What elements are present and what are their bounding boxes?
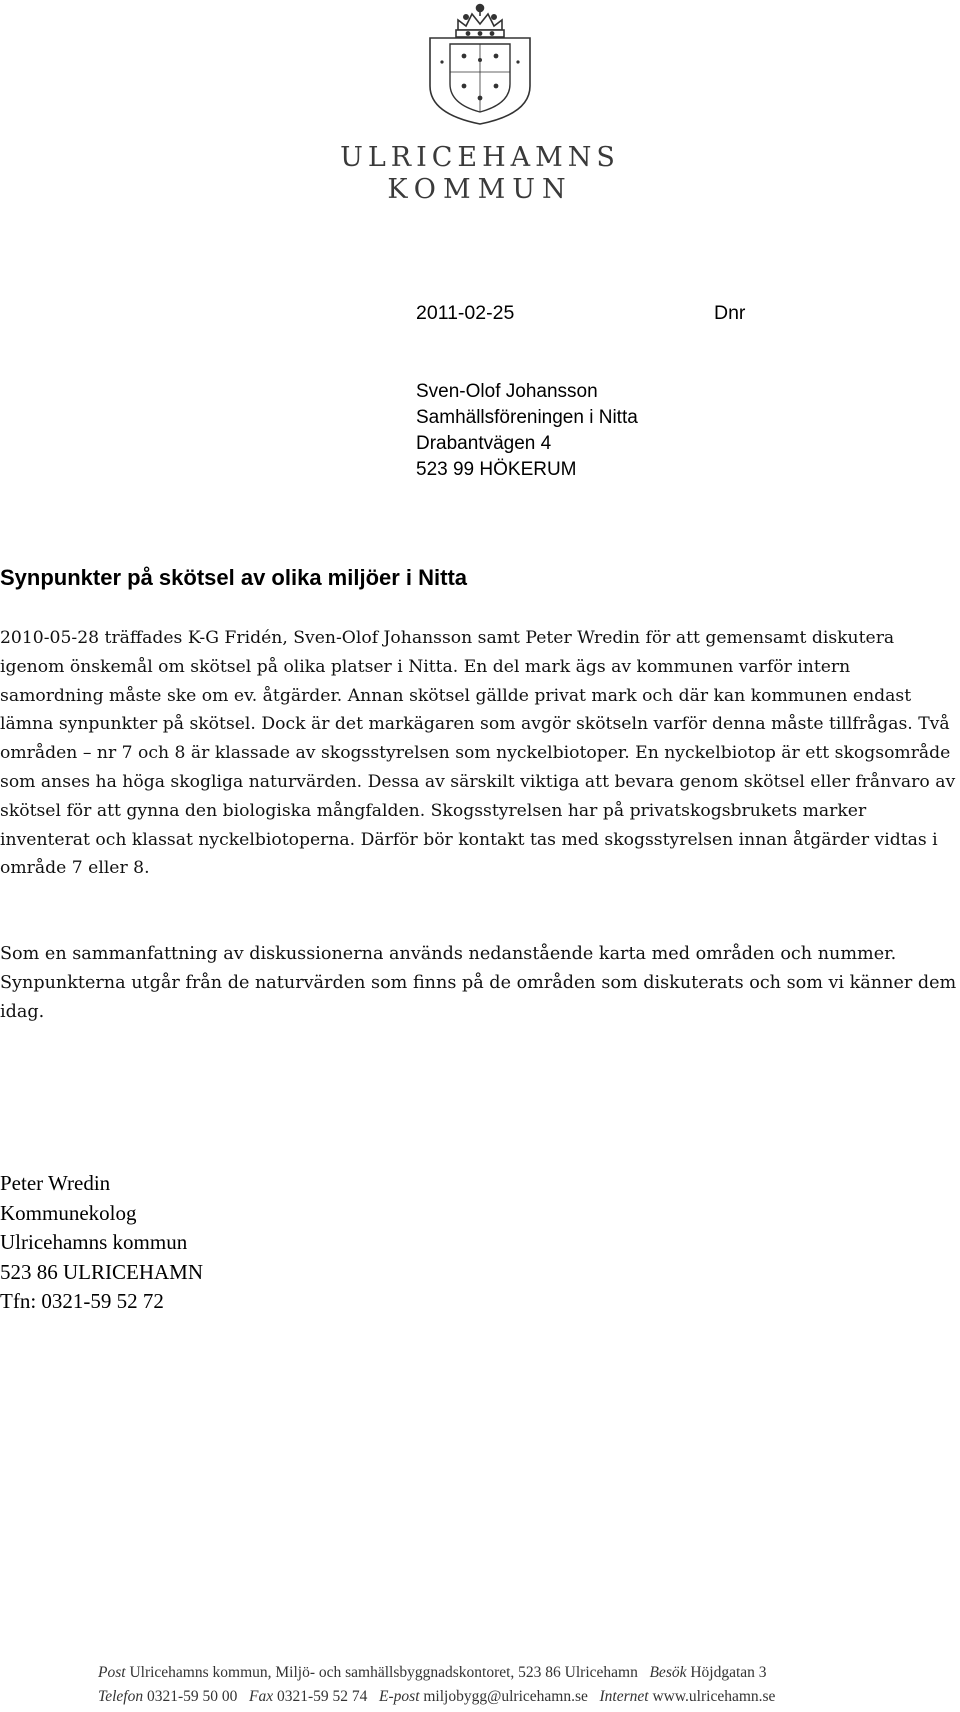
coat-of-arms-logo — [422, 0, 538, 126]
footer-web-value[interactable]: www.ulricehamn.se — [652, 1688, 776, 1705]
footer-line-1 — [98, 1664, 918, 1682]
recipient-name: Sven-Olof Johansson — [416, 381, 598, 402]
signature-phone: Tfn: 0321-59 52 72 — [0, 1289, 164, 1313]
recipient-organization: Samhällsföreningen i Nitta — [416, 407, 638, 428]
recipient-postal: 523 99 HÖKERUM — [416, 459, 577, 480]
footer-post-label: Post — [98, 1664, 126, 1681]
footer-visit-label: Besök — [649, 1664, 687, 1681]
body-paragraph-2: Som en sammanfattning av diskussionerna används nedanstående karta med områden och nummer. Synpunkterna utgår från de naturvärden som finns på de områden som diskuterats och som vi känner dem idag. — [0, 944, 957, 1022]
body-paragraph-1: 2010-05-28 träffades K-G Fridén, Sven-Olof Johansson samt Peter Wredin för att gemensamt diskutera igenom önskemål om skötsel på olika platser i Nitta. En del mark ägs av kommunen varför intern samordning måste ske om ev. åtgärder. Annan skötsel gällde privat mark och där kan kommunen endast lämna synpunkter på skötsel. Dock är det markägaren som avgör skötseln varför denna måste tillfrågas. Två områden – nr 7 och 8 är klassade av skogsstyrelsen som nyckelbiotoper. En nyckelbiotop är ett skogsområde som anses ha höga skogliga naturvärden. Dessa av särskilt viktiga att bevara genom skötsel eller frånvaro av skötsel för att gynna den biologiska mångfalden. Skogsstyrelsen har på privatskogsbrukets marker inventerat och klassat nyckelbiotoperna. Därför bör kontakt tas med skogsstyrelsen innan åtgärder vidtas i område 7 eller 8. — [0, 628, 956, 879]
letter-date: 2011-02-25 — [416, 302, 515, 324]
signature-block — [0, 1169, 203, 1317]
footer-fax-label: Fax — [249, 1688, 274, 1705]
footer-fax-value: 0321-59 52 74 — [276, 1688, 368, 1705]
document-title: Synpunkter på skötsel av olika miljöer i Nitta — [0, 565, 468, 590]
signature-org: Ulricehamns kommun — [0, 1230, 188, 1254]
footer-post-value: Ulricehamns kommun, Miljö- och samhällsbyggnadskontoret, 523 86 Ulricehamn — [129, 1664, 638, 1681]
recipient-address — [416, 379, 638, 483]
footer-visit-value: Höjdgatan 3 — [690, 1664, 767, 1681]
dnr-label: Dnr — [714, 302, 746, 324]
signature-name: Peter Wredin — [0, 1171, 111, 1195]
footer-phone-label: Telefon — [98, 1688, 144, 1705]
signature-postal: 523 86 ULRICEHAMN — [0, 1259, 203, 1284]
footer-email-label: E-post — [379, 1688, 420, 1705]
footer-email-value[interactable]: miljobygg@ulricehamn.se — [423, 1688, 588, 1705]
recipient-street: Drabantvägen 4 — [416, 433, 552, 454]
signature-role: Kommunekolog — [0, 1200, 137, 1225]
org-name-line2: KOMMUN — [387, 174, 573, 205]
footer-phone-value: 0321-59 50 00 — [146, 1688, 238, 1705]
footer-web-label: Internet — [599, 1688, 649, 1705]
org-name-line1: ULRICEHAMNS — [340, 142, 620, 173]
footer-line-2 — [98, 1688, 918, 1706]
